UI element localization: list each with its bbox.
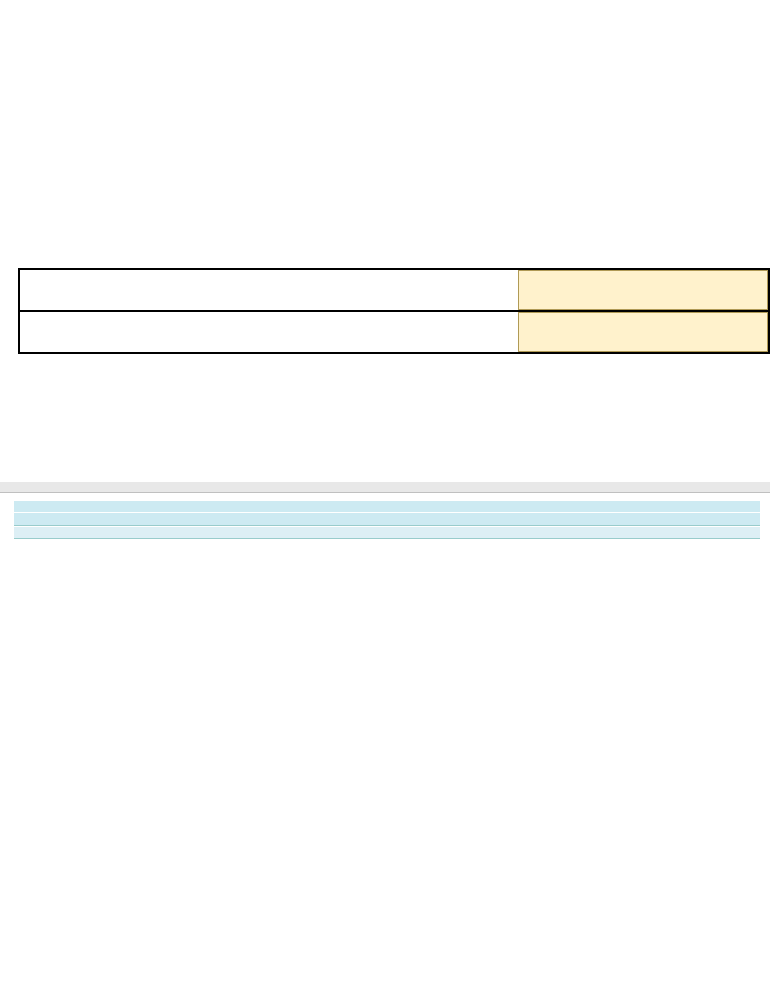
axial-limit-note[interactable]: [518, 312, 768, 352]
column-letter-header: [0, 482, 770, 493]
table-header-row: [14, 513, 760, 526]
design-calculation-area: [0, 0, 770, 480]
sap-table-sheet: [0, 482, 770, 981]
table-title: [14, 501, 760, 512]
table-units-row: [14, 527, 760, 539]
shear-limit-note[interactable]: [518, 270, 768, 310]
